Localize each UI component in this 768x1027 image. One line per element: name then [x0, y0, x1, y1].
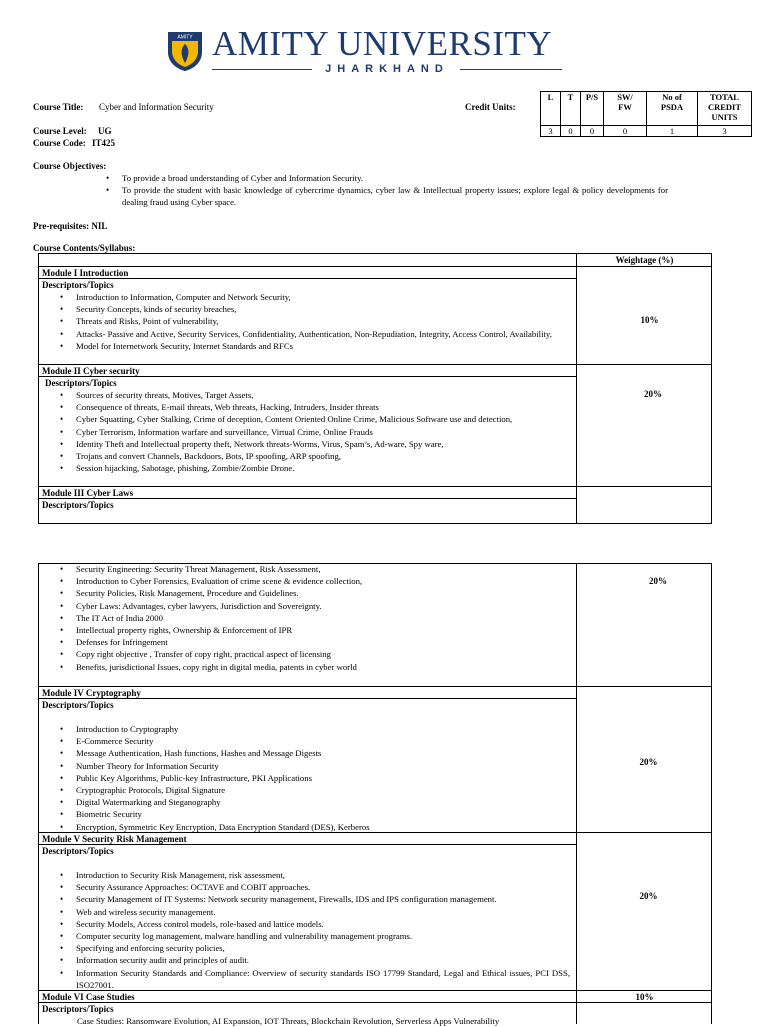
module-4-topics [42, 723, 570, 833]
module-1-topics [42, 291, 570, 352]
topic-item: • Public Key Algorithms, Public-key Infrastructure, PKI Applications [42, 772, 570, 784]
topic-item: • Computer security log management, malware handling and vulnerability management programs. [42, 930, 570, 942]
topic-item: • Security Assurance Approaches: OCTAVE and COBIT approaches. [42, 881, 570, 893]
module-4-descriptors: Descriptors/Topics [42, 700, 114, 710]
topic-item: • Model for Internetwork Security, Internet Standards and RFCs [42, 340, 570, 352]
module-1-descriptors: Descriptors/Topics [42, 280, 114, 290]
university-name: AMITY UNIVERSITY [212, 24, 553, 63]
topic-item: • Web and wireless security management. [42, 906, 570, 918]
topic-item: • Specifying and enforcing security policies, [42, 942, 570, 954]
topic-item: • Cyber Squatting, Cyber Stalking, Crime of deception, Content Oriented Online Crime, Malicious Software use and detection, [42, 413, 570, 425]
university-shield-logo [166, 30, 204, 72]
topic-item: • Consequence of threats, E-mail threats, Web threats, Hacking, Intruders, Insider threats [42, 401, 570, 413]
module-5-weight: 20% [639, 891, 658, 901]
credit-value-swfw: 0 [604, 126, 647, 137]
topic-item: • Security Policies, Risk Management, Procedure and Guidelines. [42, 587, 570, 599]
topic-item: • Threats and Risks, Point of vulnerability, [42, 315, 570, 327]
course-code-value: IT425 [92, 138, 116, 148]
module-2-weight: 20% [644, 389, 662, 399]
topic-item: • Introduction to Cyber Forensics, Evaluation of crime scene & evidence collection, [42, 575, 570, 587]
topic-item: • Cyber Laws: Advantages, cyber lawyers, Jurisdiction and Sovereignty. [42, 600, 570, 612]
module-6-case-studies: Case Studies: Ransomware Evolution, AI Expansion, IOT Threats, Blockchain Revolution, Serverless Apps Vulnerability [77, 1016, 500, 1026]
credit-units-label: Credit Units: [465, 102, 516, 112]
credit-value-t: 0 [561, 126, 581, 137]
topic-item: • Attacks- Passive and Active, Security Services, Confidentiality, Authentication, Non-Repudiation, Integrity, Access Control, Availability, [42, 328, 570, 340]
topic-item: • Digital Watermarking and Steganography [42, 796, 570, 808]
topic-item: • Cryptographic Protocols, Digital Signature [42, 784, 570, 796]
module-4-weight: 20% [639, 757, 658, 767]
topic-item: • Sources of security threats, Motives, Target Assets, [42, 389, 570, 401]
topic-item: • Introduction to Information, Computer and Network Security, [42, 291, 570, 303]
logo-rule-right [460, 69, 562, 70]
topic-item: • Trojans and convert Channels, Backdoors, Bots, IP spoofing, ARP spoofing, [42, 450, 570, 462]
svg-text:AMITY: AMITY [177, 34, 193, 41]
module-5-topics [42, 869, 570, 991]
credit-value-ps: 0 [581, 126, 604, 137]
credit-value-l: 3 [541, 126, 561, 137]
prerequisites: Pre-requisites: NIL [33, 221, 108, 231]
objectives-list [88, 172, 668, 209]
credit-header-swfw: SW/ FW [604, 92, 647, 126]
module-6-descriptors: Descriptors/Topics [42, 1004, 114, 1014]
topic-item: • Cyber Terrorism, Information warfare and surveillance, Virtual Crime, Online Frauds [42, 426, 570, 438]
credit-header-t: T [561, 92, 581, 126]
credit-header-ps: P/S [581, 92, 604, 126]
topic-item: • Number Theory for Information Security [42, 760, 570, 772]
module-3-title: Module III Cyber Laws [42, 488, 134, 498]
module-6-title: Module VI Case Studies [42, 992, 135, 1002]
course-title-label: Course Title: [33, 102, 84, 112]
module-2-descriptors: Descriptors/Topics [45, 378, 117, 388]
module-2-title: Module II Cyber security [42, 366, 140, 376]
credit-value-total: 3 [698, 126, 752, 137]
objective-item: • To provide a broad understanding of Cyber and Information Security. [88, 172, 668, 184]
syllabus-label: Course Contents/Syllabus: [33, 243, 136, 253]
module-3-topics [42, 563, 570, 673]
topic-item: • Session hijacking, Sabotage, phishing, Zombie/Zombie Drone. [42, 462, 570, 474]
module-5-title: Module V Security Risk Management [42, 834, 187, 844]
module-1-weight: 10% [640, 315, 659, 325]
topic-item: • Identity Theft and Intellectual property theft, Network threats-Worms, Virus, Spam’s, Ad-ware, Spy ware, [42, 438, 570, 450]
topic-item: • Introduction to Security Risk Management, risk assessment, [42, 869, 570, 881]
topic-item: • Intellectual property rights, Ownership & Enforcement of IPR [42, 624, 570, 636]
topic-item: • E-Commerce Security [42, 735, 570, 747]
topic-item: • Defenses for Infringement [42, 636, 570, 648]
topic-item: • Message Authentication, Hash functions, Hashes and Message Digests [42, 747, 570, 759]
objectives-label: Course Objectives: [33, 161, 107, 171]
weightage-header: Weightage (%) [615, 255, 674, 265]
topic-item: • Biometric Security [42, 808, 570, 820]
topic-item: • The IT Act of India 2000 [42, 612, 570, 624]
topic-item: • Information Security Standards and Compliance: Overview of security standards ISO 17799 Standard, Legal and Ethical issues, PCI DSS, ISO27001. [42, 967, 570, 991]
course-code-label: Course Code: [33, 138, 86, 148]
topic-item: • Security Management of IT Systems: Network security management, Firewalls, IDS and IPS configuration management. [42, 893, 570, 905]
objective-item: • To provide the student with basic knowledge of cybercrime dynamics, cyber law & Intellectual property issues; explore legal & policy developments for dealing fraud using Cyber space. [88, 184, 668, 208]
topic-item: • Information security audit and principles of audit. [42, 954, 570, 966]
topic-item: • Benefits, jurisdictional Issues, copy right in digital media, patents in cyber world [42, 661, 570, 673]
topic-item: • Security Concepts, kinds of security breaches, [42, 303, 570, 315]
topic-item: • Introduction to Cryptography [42, 723, 570, 735]
credit-header-total: TOTAL CREDIT UNITS [698, 92, 752, 126]
module-2-topics [42, 389, 570, 474]
credit-header-psda: No of PSDA [647, 92, 698, 126]
credit-header-l: L [541, 92, 561, 126]
module-1-title: Module I Introduction [42, 268, 129, 278]
topic-item: • Encryption, Symmetric Key Encryption, Data Encryption Standard (DES), Kerberos [42, 821, 570, 833]
module-6-weight: 10% [635, 992, 654, 1002]
module-3-descriptors: Descriptors/Topics [42, 500, 114, 510]
module-5-descriptors: Descriptors/Topics [42, 846, 114, 856]
course-level-label: Course Level: [33, 126, 87, 136]
campus-name: JHARKHAND [325, 63, 449, 75]
course-level-value: UG [98, 126, 112, 136]
topic-item: • Copy right objective , Transfer of copy right, practical aspect of licensing [42, 648, 570, 660]
credit-units-table [540, 91, 752, 137]
module-3-weight: 20% [649, 576, 667, 586]
topic-item: • Security Engineering: Security Threat Management, Risk Assessment, [42, 563, 570, 575]
credit-value-psda: 1 [647, 126, 698, 137]
course-title-value: Cyber and Information Security [99, 102, 214, 112]
topic-item: • Security Models, Access control models, role-based and lattice models. [42, 918, 570, 930]
module-4-title: Module IV Cryptography [42, 688, 141, 698]
